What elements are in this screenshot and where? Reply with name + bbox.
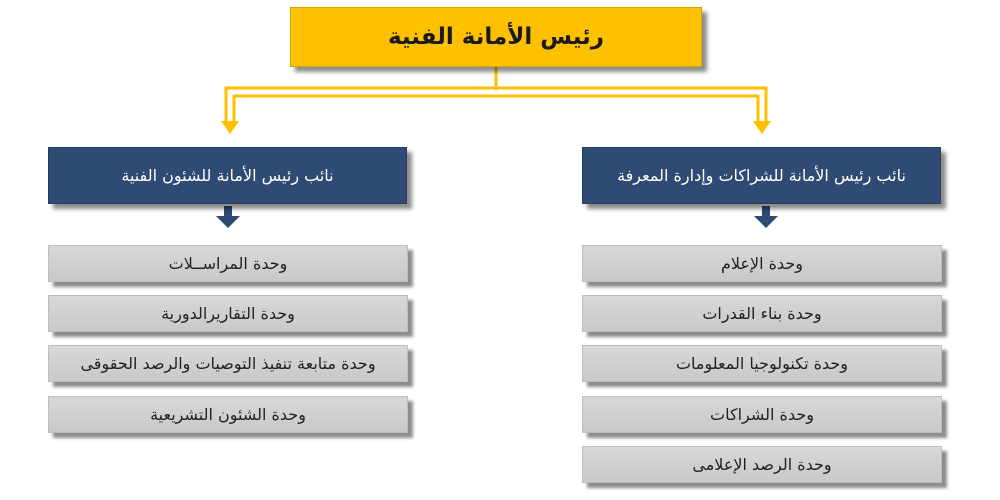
head-of-technical-secretariat: رئيس الأمانة الفنية bbox=[290, 7, 702, 67]
deputy-technical-affairs: نائب رئيس الأمانة للشئون الفنية bbox=[48, 147, 407, 204]
unit-partnerships: وحدة الشراكات bbox=[582, 396, 942, 433]
left-arrowhead bbox=[221, 121, 239, 134]
right-arrowhead bbox=[753, 121, 771, 134]
right-arrow-head bbox=[754, 216, 778, 228]
unit-periodic-reports: وحدة التقاريرالدورية bbox=[48, 295, 408, 332]
deputy-partnerships-knowledge: نائب رئيس الأمانة للشراكات وإدارة المعرفة bbox=[582, 147, 941, 204]
unit-media-monitoring: وحدة الرصد الإعلامى bbox=[582, 446, 942, 483]
unit-correspondence: وحدة المراســلات bbox=[48, 245, 408, 282]
unit-legislative-affairs: وحدة الشئون التشريعية bbox=[48, 396, 408, 433]
unit-recommendations-followup: وحدة متابعة تنفيذ التوصيات والرصد الحقوقى bbox=[48, 345, 408, 382]
unit-information-technology: وحدة تكنولوجيا المعلومات bbox=[582, 345, 942, 382]
left-arrow-head bbox=[216, 216, 240, 228]
unit-capacity-building: وحدة بناء القدرات bbox=[582, 295, 942, 332]
bracket-inner bbox=[234, 96, 758, 124]
bracket-outer bbox=[226, 88, 766, 124]
unit-media: وحدة الإعلام bbox=[582, 245, 942, 282]
